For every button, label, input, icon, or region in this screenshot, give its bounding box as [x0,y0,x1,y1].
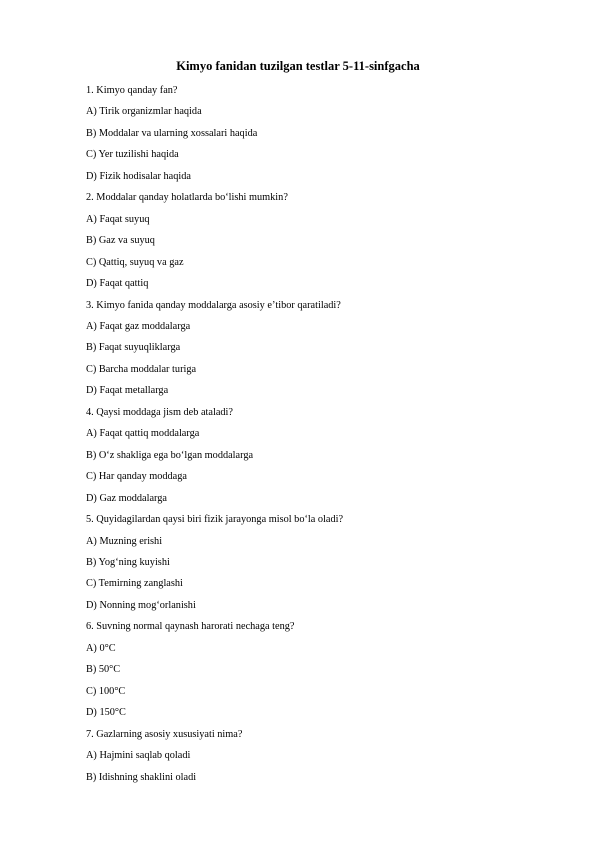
answer-option: C) Temirning zanglashi [86,578,183,590]
document-title: Kimyo fanidan tuzilgan testlar 5-11-sinfgacha [176,59,420,73]
answer-option: C) Qattiq, suyuq va gaz [86,256,184,268]
answer-option: B) Oʻz shakliga ega boʻlgan moddalarga [86,449,254,461]
answer-option: D) 150°C [86,707,126,719]
question-3 [86,295,510,402]
question-text: 4. Qaysi moddaga jism deb ataladi? [86,406,233,418]
answer-option: C) Yer tuzilishi haqida [86,149,179,161]
answer-option: D) Faqat qattiq [86,278,149,290]
answer-option: C) Har qanday moddaga [86,471,187,483]
question-2 [86,187,510,294]
answer-option: B) Moddalar va ularning xossalari haqida [86,127,258,139]
answer-option: A) 0°C [86,642,116,654]
question-text: 1. Kimyo qanday fan? [86,85,178,96]
answer-option: C) 100°C [86,685,126,697]
question-7 [86,724,510,788]
answer-option: B) Yogʻning kuyishi [86,556,170,568]
answer-option: B) Idishning shaklini oladi [86,771,197,783]
question-6 [86,616,510,723]
question-text: 6. Suvning normal qaynash harorati nechaga teng? [86,621,295,633]
answer-option: A) Faqat suyuq [86,213,150,225]
question-5 [86,509,510,616]
question-text: 2. Moddalar qanday holatlarda boʻlishi mumkin? [86,192,288,204]
answer-option: A) Muzning erishi [86,535,163,547]
question-text: 3. Kimyo fanida qanday moddalarga asosiy eʼtibor qaratiladi? [86,299,341,311]
answer-option: C) Barcha moddalar turiga [86,363,197,375]
question-text: 7. Gazlarning asosiy xususiyati nima? [86,728,243,740]
answer-option: D) Faqat metallarga [86,385,169,397]
answer-option: D) Nonning mogʻorlanishi [86,599,196,611]
question-text: 5. Quyidagilardan qaysi biri fizik jarayonga misol boʻla oladi? [86,514,344,526]
answer-option: B) 50°C [86,664,121,676]
question-4 [86,402,510,509]
answer-option: D) Fizik hodisalar haqida [86,170,191,182]
answer-option: A) Hajmini saqlab qoladi [86,750,191,762]
answer-option: D) Gaz moddalarga [86,492,168,504]
answer-option: A) Faqat gaz moddalarga [86,320,191,332]
question-1 [86,80,510,187]
answer-option: B) Faqat suyuqliklarga [86,342,181,354]
answer-option: A) Faqat qattiq moddalarga [86,428,200,440]
answer-option: B) Gaz va suyuq [86,235,155,247]
answer-option: A) Tirik organizmlar haqida [86,106,202,118]
